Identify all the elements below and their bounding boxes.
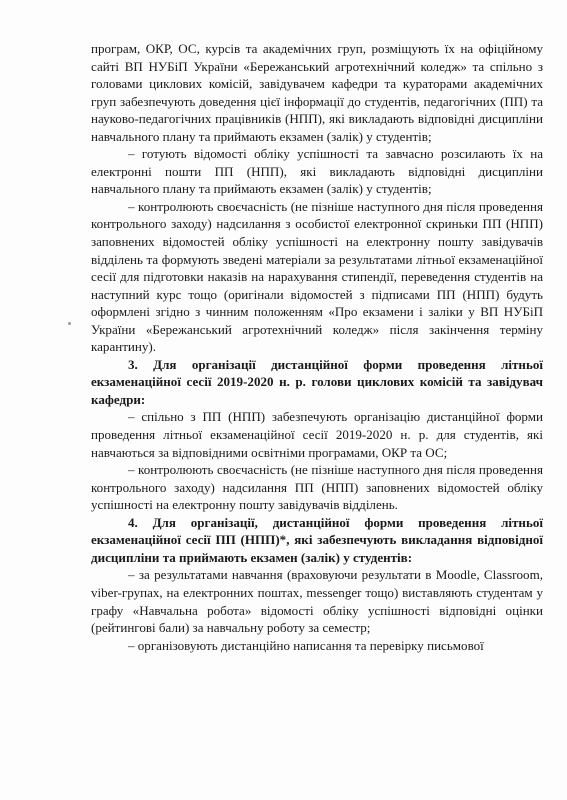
paragraph-bullet-statements: – готують відомості обліку успішності та завчасно розсилають їх на електронні пошти ПП (НПП), які викладають відповідні дисципліни навчального плану та приймають екзамен (залік) у студентів;: [91, 146, 543, 197]
paragraph-bullet-timeliness: – контролюють своєчасність (не пізніше наступного дня після проведення контрольного заходу) надсилання ПП (НПП) заповнених відомостей обліку успішності на електронну пошту завідувачів відділень.: [91, 462, 543, 513]
paragraph-bullet-organization: – спільно з ПП (НПП) забезпечують організацію дистанційної форми проведення літньої екзаменаційної сесії 2019-2020 н. р. для студентів, які навчаються за відповідними освітніми програмами, ОКР та ОС;: [91, 409, 543, 460]
paragraph-bullet-control: – контролюють своєчасність (не пізніше наступного дня після проведення контрольного заходу) надсилання з особистої електронної скриньки ПП (НПП) заповнених відомостей обліку успішності на електронну пошту завідувачів відділень та формують зведені матеріали за результатами літньої екзаменаційної сесії для підготовки наказів на нарахування стипендії, переведення студентів на наступний курс тощо (оригінали відомостей з підписами ПП (НПП) будуть оформлені згідно з чинним положенням «Про екзамени і заліки у ВП НУБіП України «Бережанський агротехнічний коледж» після закінчення терміну карантину).: [91, 198, 543, 355]
section-heading-4: 4. Для організації, дистанційної форми проведення літньої екзаменаційної сесії ПП (НПП)*, які забезпечують викладання відповідної дисципліни та приймають екзамен (залік) у студентів:: [91, 514, 543, 565]
paragraph-bullet-written: – організовують дистанційно написання та перевірку письмової: [128, 637, 484, 653]
paragraph-bullet-results: – за результатами навчання (враховуючи результати в Moodle, Classroom, viber-групах, на електронних поштах, messenger тощо) виставляють студентам у графу «Навчальна робота» відомості обліку успішності відповідні оцінки (рейтингові бали) за навчальну роботу за семестр;: [91, 567, 543, 636]
document-body: [91, 40, 543, 654]
section-heading-3: 3. Для організації дистанційної форми проведення літньої екзаменаційної сесії 2019-2020 н. р. голови циклових комісій та завідувач кафедри:: [91, 356, 543, 407]
scan-dot: [68, 322, 71, 325]
paragraph-continued: програм, ОКР, ОС, курсів та академічних груп, розміщують їх на офіційному сайті ВП НУБіП України «Бережанський агротехнічний коледж» та спільно з головами циклових комісій, завідувачем кафедри та кураторами академічних груп забезпечують доведення цієї інформації до студентів, педагогічних (ПП) та науково-педагогічних працівників (НПП), які викладають відповідні дисципліни навчального плану та приймають екзамен (залік) у студентів;: [91, 41, 543, 144]
